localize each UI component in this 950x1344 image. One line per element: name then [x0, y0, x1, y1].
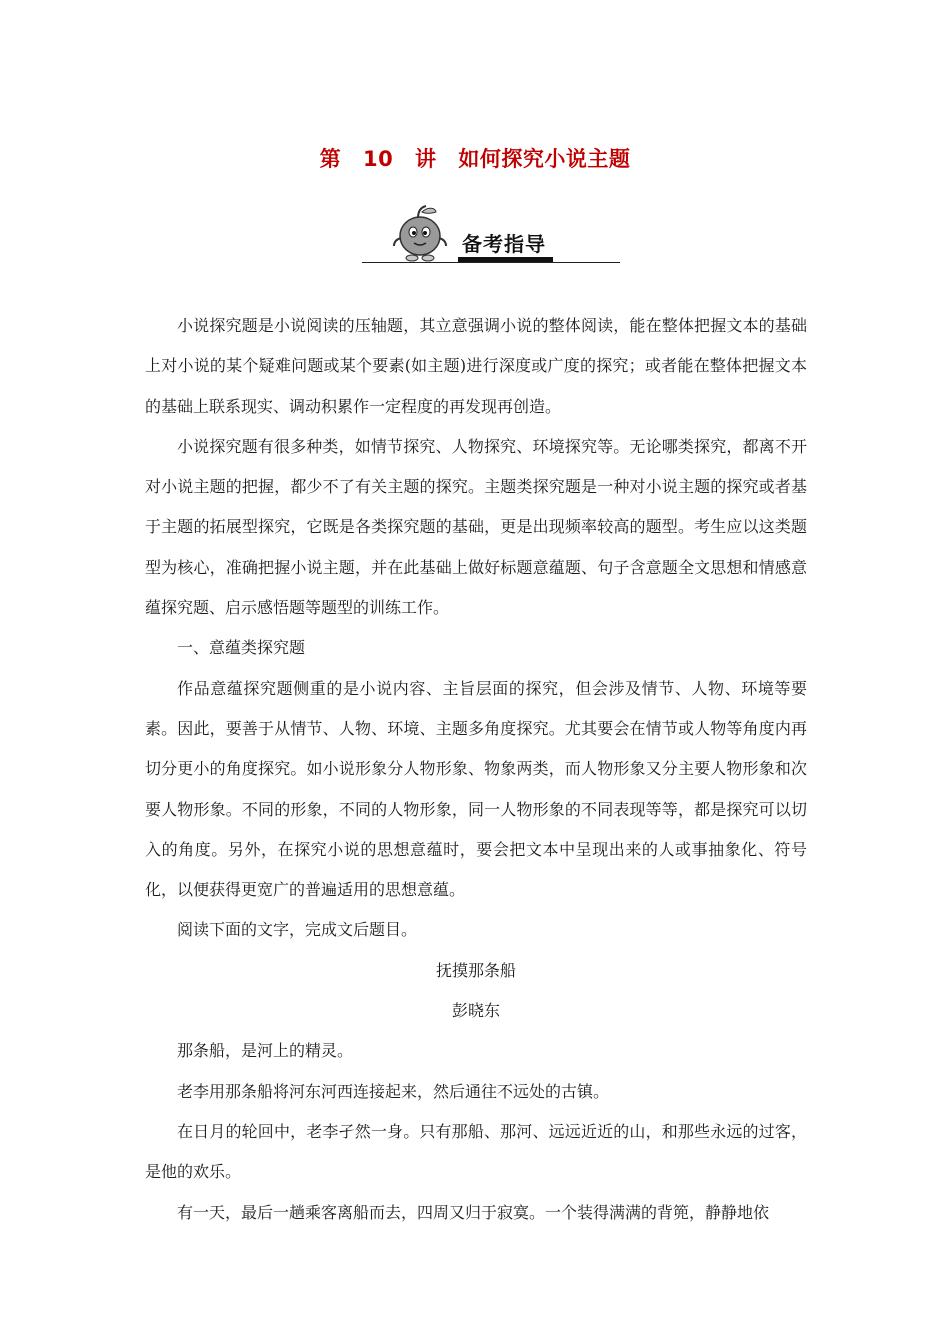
paragraph: 小说探究题有很多种类，如情节探究、人物探究、环境探究等。无论哪类探究，都离不开对小说主题的把握，都少不了有关主题的探究。主题类探究题是一种对小说主题的探究或者基于主题的拓展型探究，它既是各类探究题的基础，更是出现频率较高的题型。考生应以这类题型为核心，准确把握小说主题，并在此基础上做好标题意蕴题、句子含意题全文思想和情感意蕴探究题、启示感悟题等题型的训练工作。 [145, 436, 807, 618]
story-paragraph: 有一天，最后一趟乘客离船而去，四周又归于寂寞。一个装得满满的背篼，静静地依 [177, 1202, 770, 1222]
story-author: 彭晓东 [451, 1001, 500, 1021]
paragraph: 作品意蕴探究题侧重的是小说内容、主旨层面的探究，但会涉及情节、人物、环境等要素。因此，要善于从情节、人物、环境、主题多角度探究。尤其要会在情节或人物等角度内再切分更小的角度探究。如小说形象分人物形象、物象两类，而人物形象又分主要人物形象和次要人物形象。不同的形象，不同的人物形象，同一人物形象的不同表现等等，都是探究可以切入的角度。另外，在探究小说的思想意蕴时，要会把文本中呈现出来的人或事抽象化、符号化，以便获得更宽广的普遍适用的思想意蕴。 [145, 678, 807, 900]
banner-label: 备考指导 [462, 232, 546, 256]
page-title: 第 10 讲 如何探究小说主题 [319, 147, 631, 171]
section-banner [362, 200, 620, 266]
document-body [145, 306, 807, 1233]
story-title: 抚摸那条船 [435, 960, 516, 980]
paragraph: 小说探究题是小说阅读的压轴题，其立意强调小说的整体阅读，能在整体把握文本的基础上对小说的某个疑难问题或某个要素(如主题)进行深度或广度的探究；或者能在整体把握文本的基础上联系现实、调动积累作一定程度的再发现再创造。 [145, 316, 807, 416]
instruction: 阅读下面的文字，完成文后题目。 [177, 920, 418, 940]
section-heading: 一、意蕴类探究题 [177, 638, 306, 658]
story-paragraph: 那条船，是河上的精灵。 [177, 1041, 354, 1061]
story-paragraph: 老李用那条船将河东河西连接起来，然后通往不远处的古镇。 [177, 1081, 610, 1101]
story-paragraph: 在日月的轮回中，老李孑然一身。只有那船、那河、远远近近的山，和那些永远的过客，是他的欢乐。 [145, 1121, 807, 1182]
banner-rule [362, 262, 620, 263]
apple-mascot-icon [388, 200, 452, 264]
